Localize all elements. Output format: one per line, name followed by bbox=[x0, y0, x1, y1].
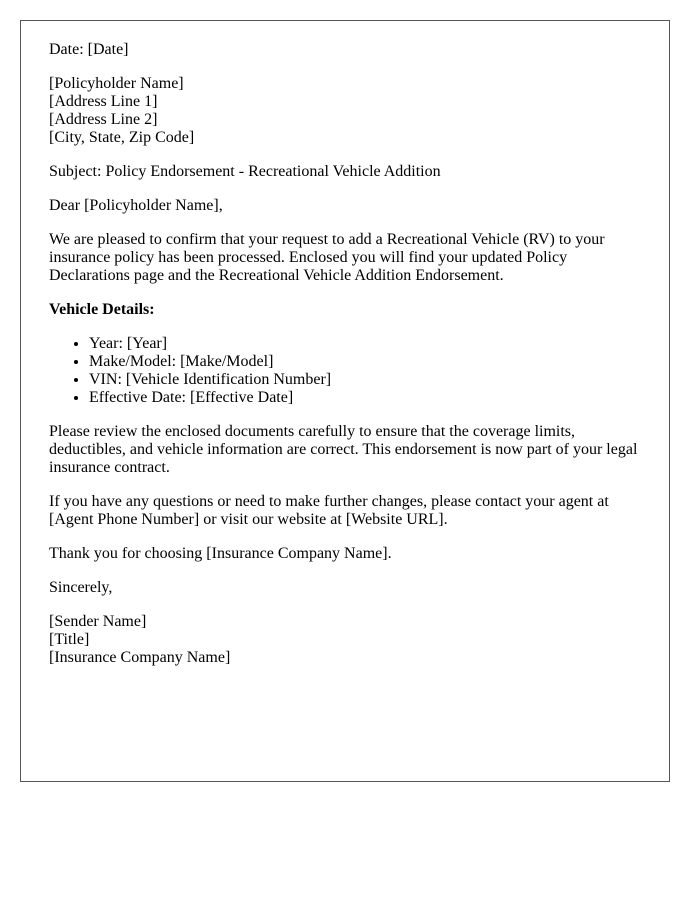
sender-title: [Title] bbox=[49, 631, 90, 648]
letter-date: Date: [Date] bbox=[49, 41, 129, 58]
review-paragraph: Please review the enclosed documents carefully to ensure that the coverage limits, deductibles, and vehicle information are correct. This endorsement is now part of your legal insurance contract. bbox=[49, 423, 638, 476]
vehicle-detail-make-model: • Make/Model: [Make/Model] bbox=[89, 353, 649, 371]
intro-paragraph: We are pleased to confirm that your request to add a Recreational Vehicle (RV) to your insurance policy has been processed. Enclosed you will find your updated Policy Declarations page and the Recreational Vehicle Addition Endorsement. bbox=[49, 231, 605, 284]
recipient-address-line-2: [Address Line 2] bbox=[49, 111, 158, 128]
letter-salutation: Dear [Policyholder Name], bbox=[49, 197, 223, 214]
vehicle-detail-vin: • VIN: [Vehicle Identification Number] bbox=[89, 371, 649, 389]
recipient-city-state-zip: [City, State, Zip Code] bbox=[49, 129, 195, 146]
sender-company: [Insurance Company Name] bbox=[49, 649, 231, 666]
recipient-name: [Policyholder Name] bbox=[49, 75, 184, 92]
letter-closing: Sincerely, bbox=[49, 579, 113, 596]
contact-paragraph: If you have any questions or need to make further changes, please contact your agent at [Agent Phone Number] or visit our website at [Website URL]. bbox=[49, 493, 609, 528]
letter-page bbox=[20, 20, 670, 782]
recipient-address-block bbox=[49, 75, 649, 147]
vehicle-details-list bbox=[49, 335, 649, 407]
sender-name: [Sender Name] bbox=[49, 613, 147, 630]
thanks-paragraph: Thank you for choosing [Insurance Company Name]. bbox=[49, 545, 392, 562]
letter-subject: Subject: Policy Endorsement - Recreational Vehicle Addition bbox=[49, 163, 441, 180]
vehicle-detail-year: • Year: [Year] bbox=[89, 335, 649, 353]
signature-block bbox=[49, 613, 649, 667]
vehicle-detail-effective-date: • Effective Date: [Effective Date] bbox=[89, 389, 649, 407]
recipient-address-line-1: [Address Line 1] bbox=[49, 93, 158, 110]
vehicle-details-heading: Vehicle Details: bbox=[49, 301, 155, 318]
